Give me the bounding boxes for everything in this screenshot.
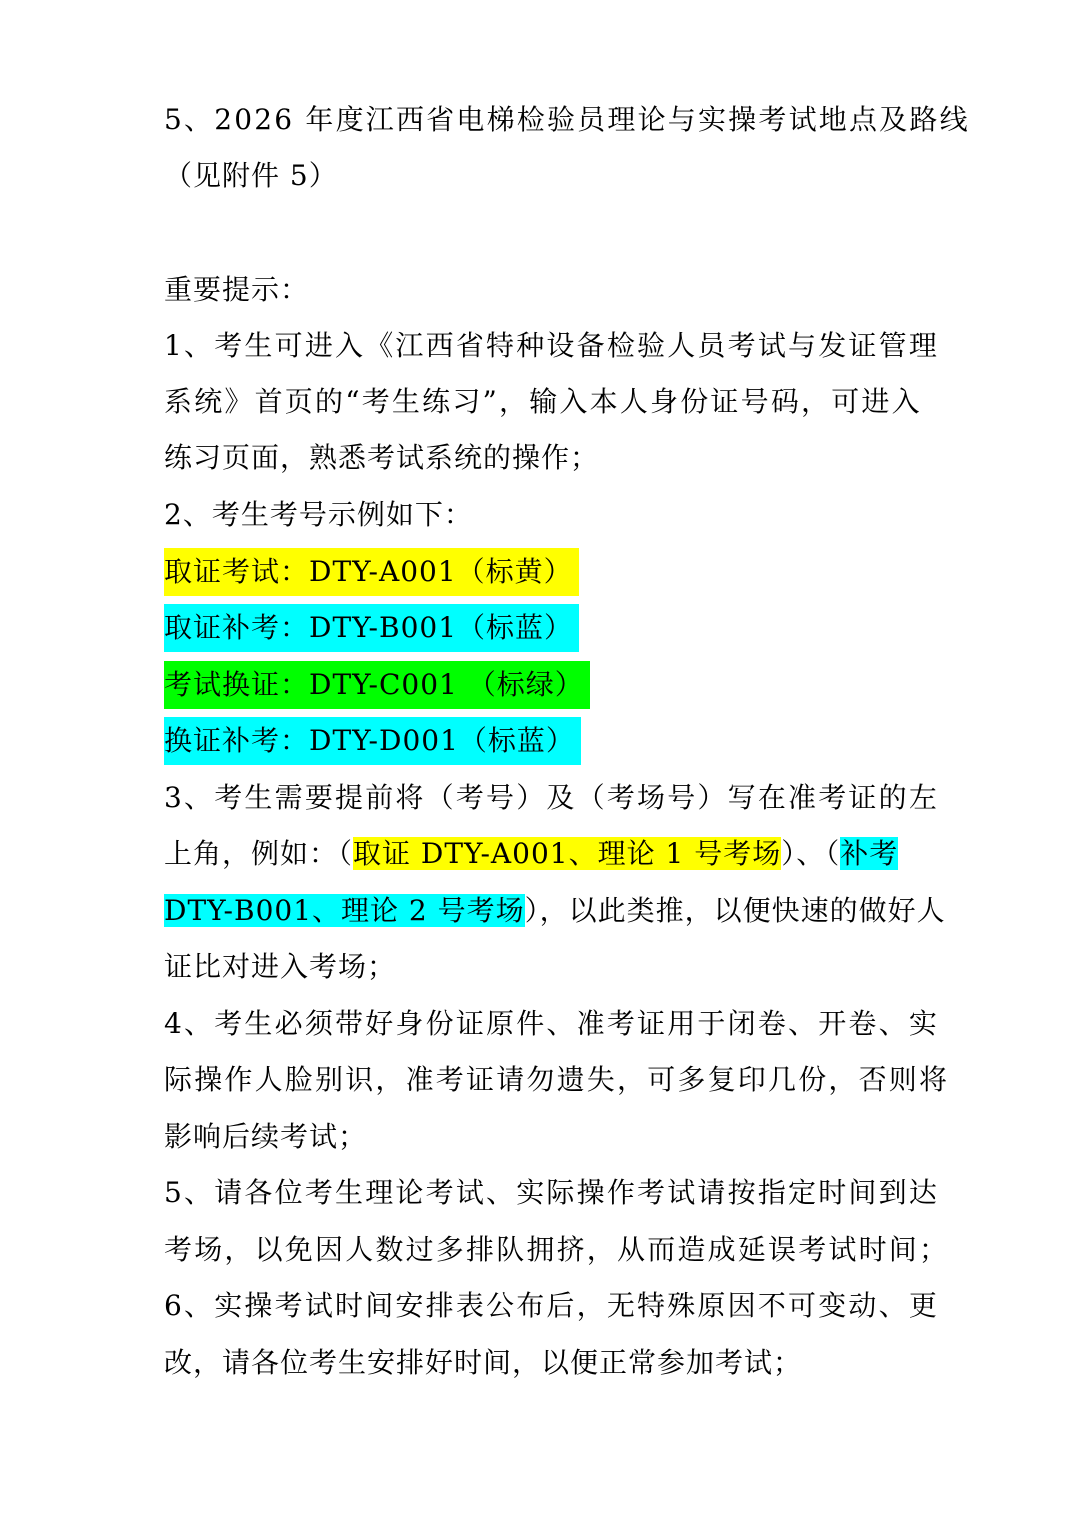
exam-id-example-4-text: 换证补考：DTY-D001（标蓝） [164, 717, 581, 765]
tip3-example-cyan-part2: DTY-B001、理论 2 号考场 [164, 894, 525, 927]
tips-heading: 重要提示： [164, 273, 310, 306]
tip5-line2: 考场，以免因人数过多排队拥挤，从而造成延误考试时间； [164, 1233, 950, 1266]
exam-id-example-1-text: 取证考试：DTY-A001（标黄） [164, 548, 579, 596]
exam-id-example-2-text: 取证补考：DTY-B001（标蓝） [164, 604, 579, 652]
tip1-line3: 练习页面，熟悉考试系统的操作； [164, 441, 600, 474]
tip3-example-yellow: 取证 DTY-A001、理论 1 号考场 [353, 837, 782, 870]
tip2-line1: 2、考生考号示例如下： [164, 498, 473, 531]
exam-id-example-3 [164, 665, 590, 705]
tip6-line1: 6、实操考试时间安排表公布后，无特殊原因不可变动、更 [164, 1289, 940, 1322]
tip4-line2: 际操作人脸别识，准考证请勿遗失，可多复印几份，否则将 [164, 1063, 950, 1096]
tip3-line2-mid: ）、（ [781, 837, 841, 870]
tip3-line1: 3、考生需要提前将（考号）及（考场号）写在准考证的左 [164, 781, 940, 814]
exam-id-example-4 [164, 721, 581, 761]
tip1-line1: 1、考生可进入《江西省特种设备检验人员考试与发证管理 [164, 329, 940, 362]
tip4-line1: 4、考生必须带好身份证原件、准考证用于闭卷、开卷、实 [164, 1007, 940, 1040]
tip4-line3: 影响后续考试； [164, 1120, 368, 1153]
exam-id-example-3-text: 考试换证：DTY-C001 （标绿） [164, 661, 590, 709]
tip3-example-cyan-part1: 补考 [840, 837, 899, 870]
tip6-line2: 改，请各位考生安排好时间，以便正常参加考试； [164, 1346, 803, 1379]
tip3-line3 [164, 891, 946, 931]
tip3-line2-prefix: 上角，例如：（ [164, 837, 354, 870]
tip1-line2: 系统》首页的“考生练习”，输入本人身份证号码，可进入 [164, 385, 922, 418]
tip5-line1: 5、请各位考生理论考试、实际操作考试请按指定时间到达 [164, 1176, 940, 1209]
tip3-line4: 证比对进入考场； [164, 950, 397, 983]
item5-line1: 5、2026 年度江西省电梯检验员理论与实操考试地点及路线 [164, 103, 970, 136]
exam-id-example-1 [164, 552, 579, 592]
exam-id-example-2 [164, 608, 579, 648]
item5-line2: （见附件 5） [164, 159, 338, 192]
tip3-line3-suffix: ），以此类推，以便快速的做好人 [524, 894, 946, 927]
tip3-line2 [164, 834, 898, 874]
